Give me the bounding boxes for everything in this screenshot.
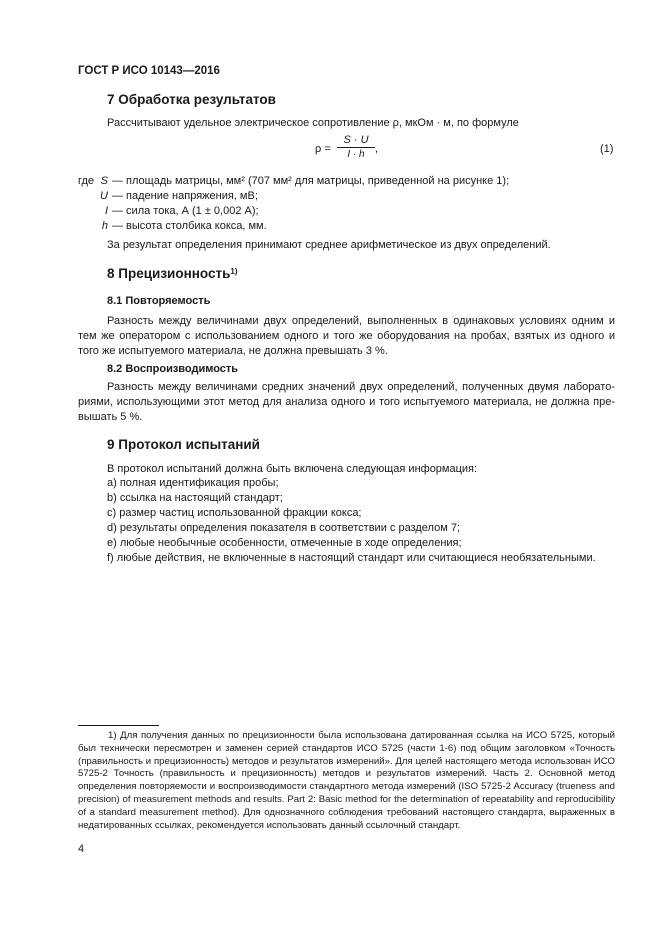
section-7-title: 7 Обработка результатов [107, 92, 276, 107]
section-8-title [107, 266, 238, 281]
formula-fraction [337, 134, 375, 161]
section-9-title: 9 Протокол испытаний [107, 437, 260, 452]
section-8-2-text: Разность между величинами средних значений двух определений, полученных двумя лабораториями, использующими этот метод для анализа одного и того испытуемого материала, не должна превышать 5 %. [78, 381, 615, 423]
section-8-1-text: Разность между величинами двух определений, выполненных в одинаковых условиях одним и тем же оператором с использованием одного и того же оборудования на пробах, взятых из одного и того же испытуемого материала, не должна превышать 3 %. [78, 315, 615, 357]
formula-numerator: S · U [337, 134, 375, 148]
formula-lhs: ρ = [315, 143, 331, 155]
document-header: ГОСТ Р ИСО 10143—2016 [78, 65, 220, 77]
list-item: a) полная идентификация пробы; [107, 477, 279, 489]
list-item: c) размер частиц использованной фракции кокса; [107, 507, 362, 519]
formula-comma: , [375, 143, 379, 155]
page-number: 4 [78, 843, 85, 855]
list-item: e) любые необычные особенности, отмеченные в ходе определения; [107, 537, 462, 549]
where-symbol: S [100, 175, 108, 187]
where-text: — падение напряжения, мВ; [112, 190, 258, 202]
where-text: — высота столбика кокса, мм. [112, 220, 267, 232]
where-label: где [78, 175, 95, 187]
footnote-marker: 1) [230, 267, 238, 276]
list-item: d) результаты определения показателя в соответствии с разделом 7; [107, 522, 460, 534]
formula-denominator: I · h [347, 149, 365, 160]
section-8-1-title: 8.1 Повторяемость [107, 295, 211, 307]
section-7-result: За результат определения принимают среднее арифметическое из двух определений. [107, 239, 551, 251]
where-symbol: U [100, 190, 108, 202]
where-symbol: h [101, 220, 108, 232]
where-text: — сила тока, А (1 ± 0,002 А); [112, 205, 259, 217]
equation-number: (1) [600, 143, 614, 155]
section-7-intro: Рассчитывают удельное электрическое сопротивление ρ, мкОм · м, по формуле [107, 117, 519, 129]
list-item: f) любые действия, не включенные в настоящий стандарт или считающиеся необязательными. [107, 552, 596, 564]
section-8-2-title: 8.2 Воспроизводимость [107, 363, 239, 375]
section-8-title-text: 8 Прецизионность [107, 266, 231, 281]
footnote-text: 1) Для получения данных по прецизионности была использована датированная ссылка на ИСО 5725, который был технически пересмотрен и заменен серией стандартов ИСО 5725 (части 1-6) под общим заголовком «Точность (правильность и прецизионность) методов и результатов измерений». Для целей настоящего метода использован ИСО 5725-2 Точность (правильность и прецизионность) методов и результатов измерений. Часть 2. Основной метод определения повторяемости и воспроизводимости стандартного метода измерений (ISO 5725-2 Accuracy (trueness and precision) of measurement methods and results. Part 2: Basic method for the determination of repeatability and reproducibility of a standard measurement method). Для однозначного соблюдения требований настоящего стандарта, выраженных в недатированных ссылках, рекомендуется использовать данный ссылочный стандарт. [78, 730, 615, 831]
where-text: — площадь матрицы, мм² (707 мм² для матрицы, приведенной на рисунке 1); [112, 175, 510, 187]
list-item: b) ссылка на настоящий стандарт; [107, 492, 283, 504]
footnote-separator [78, 725, 159, 726]
section-9-intro: В протокол испытаний должна быть включена следующая информация: [107, 463, 478, 475]
where-symbol: I [104, 205, 108, 217]
